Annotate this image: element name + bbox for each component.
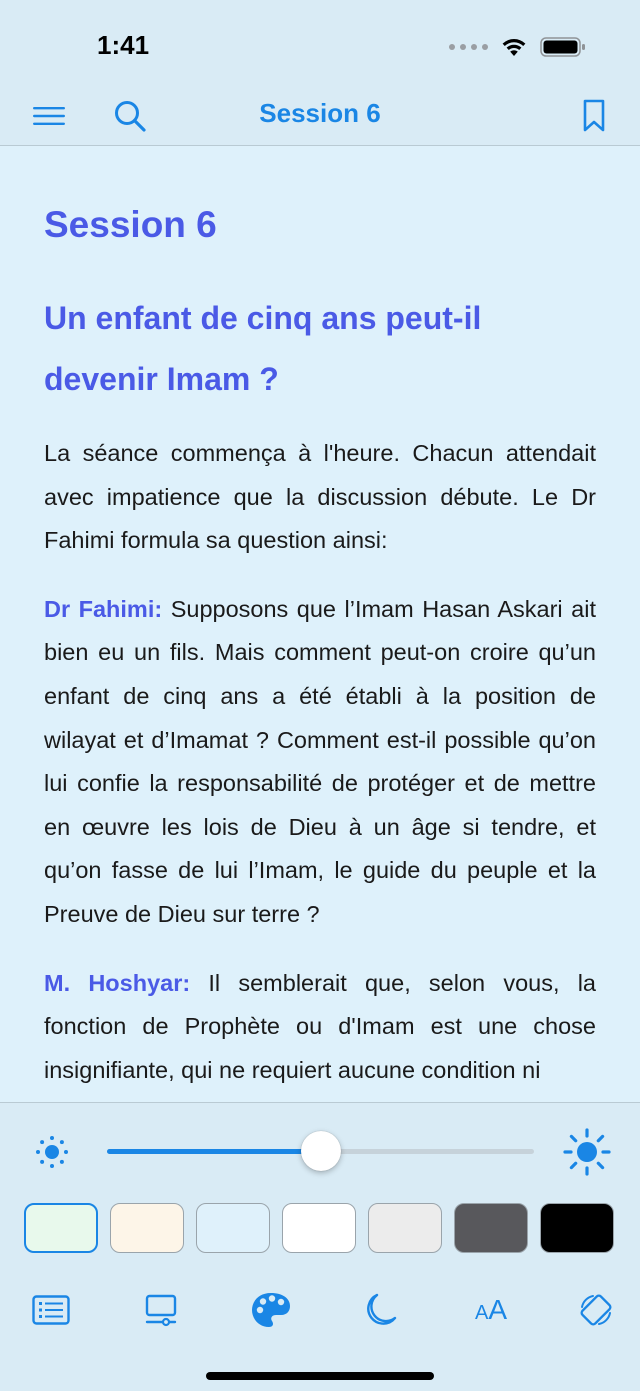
home-indicator [206,1372,434,1380]
battery-icon [540,36,586,58]
brightness-slider-fill [107,1149,321,1154]
navigation-bar [0,88,640,146]
theme-swatch-mint[interactable] [24,1203,98,1253]
bookmark-button[interactable] [574,96,614,136]
theme-swatches [24,1203,614,1253]
brightness-low-icon [34,1134,70,1170]
speaker-name: Dr Fahimi: [44,595,163,622]
theme-swatch-white[interactable] [282,1203,356,1253]
bookmark-icon [582,99,606,133]
paragraph [44,432,596,563]
theme-swatch-light-blue[interactable] [196,1203,270,1253]
chapter-title: Un enfant de cinq ans peut-il devenir Imam ? [44,300,482,397]
bottom-toolbar [0,1286,640,1334]
palette-icon [250,1291,292,1329]
night-mode-button[interactable] [357,1286,405,1334]
theme-swatch-light-gray[interactable] [368,1203,442,1253]
table-of-contents-icon [32,1295,70,1325]
brightness-slider-thumb[interactable] [301,1131,341,1171]
font-size-small-label: A [474,1302,489,1324]
paragraph [44,962,596,1093]
reading-content[interactable] [44,147,596,1102]
status-time: 1:41 [97,30,150,60]
font-size-icon [475,1294,507,1326]
theme-swatch-black[interactable] [540,1203,614,1253]
display-settings-icon [144,1293,178,1327]
theme-palette-button[interactable] [247,1286,295,1334]
paragraph-text: Il semblerait que, selon vous, la fonction de Prophète ou d'Imam est une chose insignifiante, qui ne requiert aucune condition ni [44,969,596,1083]
wifi-icon [500,36,528,58]
theme-swatch-dark-gray[interactable] [454,1203,528,1253]
brightness-high-icon [563,1128,611,1176]
night-mode-icon [364,1292,398,1328]
speaker-name: M. Hoshyar: [44,969,191,996]
paragraph [44,588,596,937]
paragraph-text: La séance commença à l'heure. Chacun attendait avec impatience que la discussion débute. Le Dr Fahimi formula sa question ainsi: [44,440,596,554]
font-size-large-label: A [488,1294,508,1325]
rotation-lock-icon [578,1292,614,1328]
display-settings-button[interactable] [137,1286,185,1334]
table-of-contents-button[interactable] [27,1286,75,1334]
theme-swatch-cream[interactable] [110,1203,184,1253]
font-size-button[interactable] [467,1286,515,1334]
rotation-lock-button[interactable] [572,1286,620,1334]
nav-title: Session 6 [259,98,381,128]
paragraph-text: Supposons que l’Imam Hasan Askari ait bien eu un fils. Mais comment peut-on croire qu’un enfant de cinq ans a été établi à la position de wilayat et d’Imamat ? Comment est-il possible qu’on lui confie la responsabilité de protéger et de mettre en œuvre les lois de Dieu à un âge si tendre, et qu’on fasse de lui l’Imam, le guide du peuple et la Preuve de Dieu sur terre ? [44,595,596,927]
page-title: Session 6 [44,204,217,245]
cellular-signal-icon [449,44,488,50]
status-bar [0,0,640,88]
status-icons [449,36,586,58]
